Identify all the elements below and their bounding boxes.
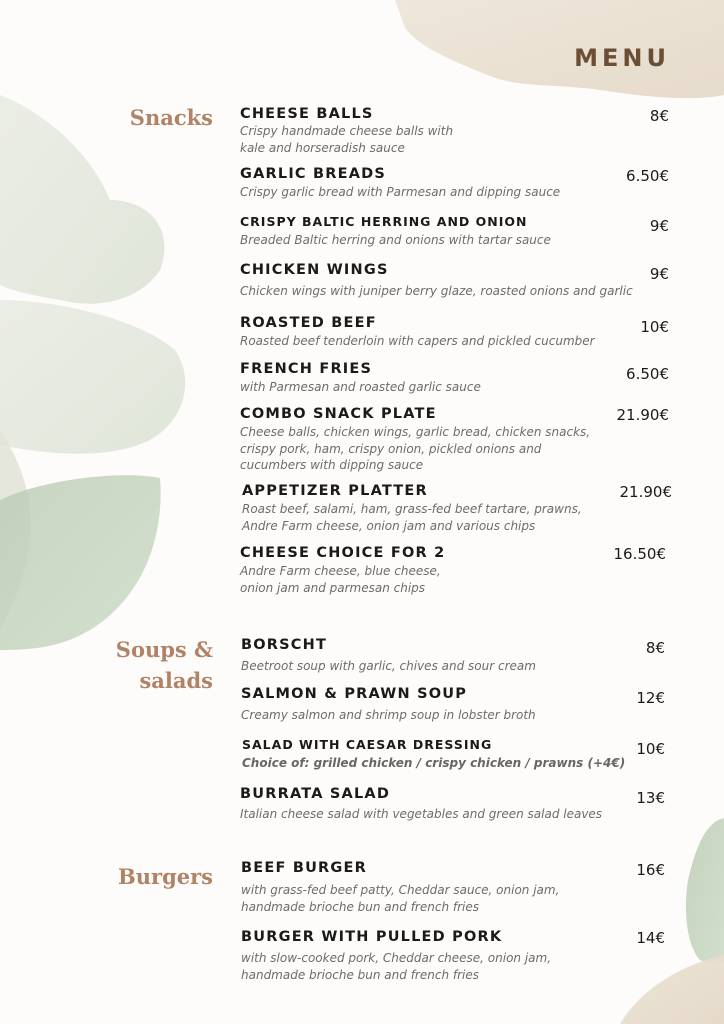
item-price: 16.50€ bbox=[613, 545, 666, 563]
description-line: with grass-fed beef patty, Cheddar sauce, onion jam, bbox=[241, 883, 560, 897]
description-line: Roasted beef tenderloin with capers and pickled cucumber bbox=[240, 334, 595, 348]
description-line: onion jam and parmesan chips bbox=[240, 580, 426, 595]
item-name: CHEESE BALLS bbox=[240, 106, 374, 122]
item-description bbox=[240, 333, 680, 350]
description-line: Italian cheese salad with vegetables and green salad leaves bbox=[240, 807, 603, 821]
item-description bbox=[240, 379, 680, 396]
item-price: 9€ bbox=[649, 265, 669, 283]
item-price: 6.50€ bbox=[626, 167, 669, 185]
item-name: BORSCHT bbox=[241, 637, 328, 653]
description-line: Roast beef, salami, ham, grass-fed beef tartare, prawns, bbox=[242, 502, 582, 516]
item-description bbox=[240, 184, 680, 201]
item-description bbox=[241, 950, 681, 983]
item-name: CRISPY BALTIC HERRING AND ONION bbox=[240, 214, 528, 229]
item-name: SALAD WITH CAESAR DRESSING bbox=[242, 737, 493, 752]
description-line: Crispy handmade cheese balls with bbox=[240, 124, 454, 138]
item-price: 8€ bbox=[645, 639, 665, 657]
description-line: with Parmesan and roasted garlic sauce bbox=[240, 380, 481, 394]
item-name: COMBO SNACK PLATE bbox=[240, 406, 437, 422]
item-description bbox=[240, 232, 680, 249]
description-line: Choice of: grilled chicken / crispy chicken / prawns (+4€) bbox=[242, 756, 626, 770]
description-line: Cheese balls, chicken wings, garlic bread, chicken snacks, bbox=[240, 425, 591, 439]
item-description bbox=[241, 658, 681, 675]
description-line: Beetroot soup with garlic, chives and sour cream bbox=[241, 659, 536, 673]
item-name: ROASTED BEEF bbox=[240, 315, 377, 331]
description-line: Andre Farm cheese, onion jam and various chips bbox=[242, 518, 536, 533]
item-name: CHICKEN WINGS bbox=[240, 262, 389, 278]
item-price: 13€ bbox=[636, 789, 665, 807]
item-description bbox=[241, 882, 681, 915]
section-label-line: Soups & bbox=[115, 637, 213, 662]
item-price: 21.90€ bbox=[616, 406, 669, 424]
section-label-line: Snacks bbox=[129, 105, 213, 130]
item-description bbox=[240, 123, 680, 156]
description-line: Breaded Baltic herring and onions with tartar sauce bbox=[240, 233, 551, 247]
item-description bbox=[242, 501, 682, 534]
item-price: 16€ bbox=[636, 861, 665, 879]
item-description bbox=[241, 707, 681, 724]
description-line: crispy pork, ham, crispy onion, pickled onions and bbox=[240, 441, 542, 456]
item-description bbox=[240, 424, 680, 474]
item-price: 9€ bbox=[649, 217, 669, 235]
menu-title: MENU bbox=[574, 44, 670, 72]
item-price: 21.90€ bbox=[619, 483, 672, 501]
section-label-snacks bbox=[130, 102, 213, 133]
item-price: 6.50€ bbox=[626, 365, 669, 383]
item-description bbox=[240, 563, 680, 596]
section-label-soups-salads bbox=[116, 634, 213, 696]
item-name: BURRATA SALAD bbox=[240, 786, 391, 802]
description-line: Andre Farm cheese, blue cheese, bbox=[240, 564, 441, 578]
item-name: GARLIC BREADS bbox=[240, 166, 387, 182]
item-description bbox=[242, 755, 682, 772]
section-label-burgers bbox=[118, 861, 213, 892]
description-line: Crispy garlic bread with Parmesan and dipping sauce bbox=[240, 185, 561, 199]
description-line: kale and horseradish sauce bbox=[240, 140, 405, 155]
description-line: handmade brioche bun and french fries bbox=[241, 899, 479, 914]
description-line: cucumbers with dipping sauce bbox=[240, 458, 424, 472]
description-line: with slow-cooked pork, Cheddar cheese, onion jam, bbox=[241, 951, 552, 965]
item-name: SALMON & PRAWN SOUP bbox=[241, 686, 468, 702]
item-name: FRENCH FRIES bbox=[240, 361, 373, 377]
item-price: 12€ bbox=[636, 689, 665, 707]
item-price: 10€ bbox=[640, 318, 669, 336]
item-description bbox=[240, 806, 680, 823]
item-description bbox=[240, 283, 700, 300]
item-name: BEEF BURGER bbox=[241, 860, 367, 876]
item-name: APPETIZER PLATTER bbox=[242, 483, 428, 499]
item-price: 14€ bbox=[636, 929, 665, 947]
description-line: Chicken wings with juniper berry glaze, roasted onions and garlic bbox=[240, 284, 633, 298]
description-line: handmade brioche bun and french fries bbox=[241, 967, 479, 982]
item-name: CHEESE CHOICE FOR 2 bbox=[240, 545, 446, 561]
item-price: 10€ bbox=[636, 740, 665, 758]
item-price: 8€ bbox=[649, 107, 669, 125]
item-name: BURGER WITH PULLED PORK bbox=[241, 929, 503, 945]
section-label-line: salads bbox=[139, 668, 213, 693]
section-label-line: Burgers bbox=[117, 864, 213, 889]
description-line: Creamy salmon and shrimp soup in lobster broth bbox=[241, 708, 536, 722]
